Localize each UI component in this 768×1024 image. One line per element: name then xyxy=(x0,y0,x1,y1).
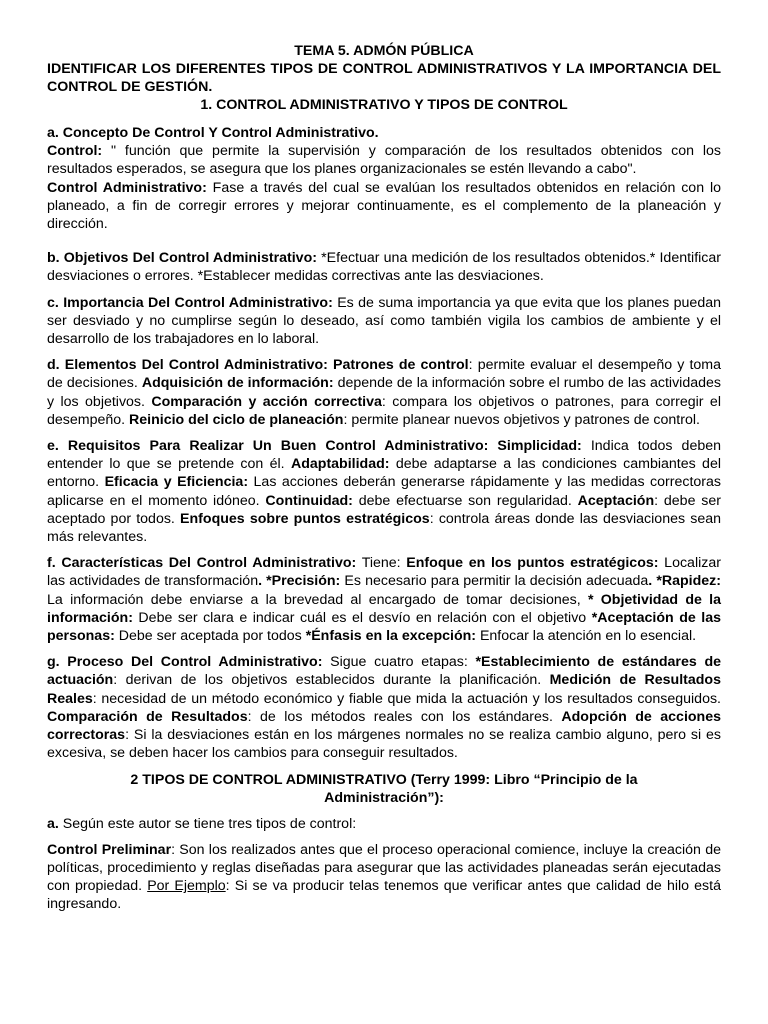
d-text-4: : permite planear nuevos objetivos y patrones de control. xyxy=(343,411,700,428)
f-text-6: Debe ser aceptada por todos xyxy=(114,628,306,645)
section2-heading: 2 TIPOS DE CONTROL ADMINISTRATIVO (Terry 1999: Libro “Principio de la Administración”): xyxy=(130,771,638,806)
f-text-7: Enfocar la atención en lo esencial. xyxy=(476,628,697,645)
paragraph-a-admin xyxy=(47,179,721,234)
e-label-2: Adaptabilidad: xyxy=(290,456,390,473)
f-text-4: La información debe enviarse a la brevedad al encargado de tomar decisiones, xyxy=(47,591,588,608)
admin-text: Fase a través del cual se evalúan los resultados obtenidos en relación con lo planeado, a fin de corregir errores y mejorar continuamente, es el complemento de la planeación y dirección. xyxy=(47,179,721,233)
e-text-5: : debe ser aceptado por todos. xyxy=(47,492,721,527)
paragraph-g xyxy=(47,653,721,762)
preliminar-text: : Son los realizados antes que el proceso operacional comience, incluye la creación de políticas, procedimiento y reglas diseñadas para asegurar que las actividades planeadas serán ejecutadas con propiedad. xyxy=(47,841,721,895)
paragraph-b xyxy=(47,249,721,285)
e-label-6: Enfoques sobre puntos estratégicos xyxy=(180,510,430,527)
e-text-3: Las acciones deberán generarse rápidamente y las medidas correctoras aplicarse en el momento idóneo. xyxy=(47,474,721,509)
f-label-6: *Aceptación de las personas: xyxy=(47,609,721,645)
f-text-5: Debe ser clara e indicar cuál es el desvío en relación con el objetivo xyxy=(132,609,592,626)
g-label-5: Adopción de acciones correctoras xyxy=(47,708,722,744)
f-label-3: . *Precisión: xyxy=(258,573,341,590)
control-label: Control: xyxy=(47,143,103,160)
e-label-5: Aceptación xyxy=(577,492,655,509)
c-label: c. Importancia Del Control Administrativo: xyxy=(47,294,333,311)
f-label: f. Características Del Control Administrativo: xyxy=(47,555,357,572)
e-text-4: debe efectuarse son regularidad. xyxy=(352,492,578,509)
g-label-2: *Establecimiento de estándares de actuación xyxy=(47,654,721,689)
e-label-3: Eficacia y Eficiencia: xyxy=(104,474,249,491)
topic-heading: TEMA 5. ADMÓN PÚBLICA xyxy=(294,43,474,59)
paragraph-c xyxy=(47,294,721,349)
f-text-2: Localizar las actividades de transformación xyxy=(47,555,721,590)
g-text-1: Sigue cuatro etapas: xyxy=(322,654,476,671)
d-label-3: Comparación y acción correctiva xyxy=(151,393,382,410)
admin-label: Control Administrativo: xyxy=(47,179,207,196)
c-text: Es de suma importancia ya que evita que los planes puedan ser desviado y no cumplirse según lo deseado, así como también vigila los cambios de ambiente y el desarrollo de los trabajadores en lo laboral. xyxy=(47,294,721,348)
g-text-2: : derivan de los objetivos establecidos durante la planificación. xyxy=(113,672,550,689)
paragraph-f xyxy=(47,554,721,645)
paragraph-e xyxy=(47,437,721,546)
g-text-5: : Si la desviaciones están en los márgenes normales no se realiza cambio alguno, pero si es excesiva, se deben hacer los cambios para conseguir resultados. xyxy=(47,727,721,762)
f-label-4: . *Rapidez: xyxy=(648,573,721,590)
d-label-2: Adquisición de información: xyxy=(141,375,334,392)
d-text-1: : permite evaluar el desempeño y toma de decisiones. xyxy=(47,357,721,392)
example-text: : Si se va producir telas tenemos que verificar antes que calidad de hilo está ingresando. xyxy=(47,878,721,913)
paragraph-preliminar xyxy=(47,841,721,914)
g-label-3: Medición de Resultados Reales xyxy=(47,672,721,707)
e-label: e. Requisitos Para Realizar Un Buen Control Administrativo: Simplicidad: xyxy=(47,438,582,455)
b-text: *Efectuar una medición de los resultados obtenidos.* Identificar desviaciones o errores. *Establecer medidas correctivas ante las desviaciones. xyxy=(47,250,721,285)
f-text-3: Es necesario para permitir la decisión adecuada xyxy=(340,573,649,590)
paragraph-a-control xyxy=(47,142,721,178)
d-text-2: depende de la información sobre el rumbo de las actividades y los objetivos. xyxy=(47,375,721,410)
main-title: IDENTIFICAR LOS DIFERENTES TIPOS DE CONTROL ADMINISTRATIVOS Y LA IMPORTANCIA DEL CONTROL DE GESTIÓN. xyxy=(47,61,721,95)
section1-heading: 1. CONTROL ADMINISTRATIVO Y TIPOS DE CONTROL xyxy=(200,97,568,113)
a-heading: a. Concepto De Control Y Control Administrativo. xyxy=(47,125,379,141)
paragraph-d xyxy=(47,356,721,429)
g-label-4: Comparación de Resultados xyxy=(47,708,248,725)
b-label: b. Objetivos Del Control Administrativo: xyxy=(47,250,317,267)
d-label-4: Reinicio del ciclo de planeación xyxy=(129,411,344,428)
d-label: d. Elementos Del Control Administrativo: Patrones de control xyxy=(47,357,469,374)
control-text: " función que permite la supervisión y comparación de los resultados obtenidos con los resultados esperados, se asegura que los planes organizacionales se estén llevando a cabo". xyxy=(47,143,721,178)
e-text-6: : controla áreas donde las desviaciones sean más relevantes. xyxy=(47,510,722,546)
d-text-3: : compara los objetivos o patrones, para corregir el desempeño. xyxy=(47,393,721,428)
section2-a-label: a. xyxy=(47,815,59,832)
paragraph-2a xyxy=(47,815,721,833)
g-text-3: : necesidad de un método económico y fiable que mida la actuación y los resultados conseguidos. xyxy=(92,690,721,707)
paragraph-a-heading xyxy=(47,124,721,142)
f-label-7: *Énfasis en la excepción: xyxy=(305,628,477,645)
f-text-1: Tiene: xyxy=(356,555,407,572)
f-label-5: * Objetividad de la información: xyxy=(47,591,721,626)
e-text-2: debe adaptarse a las condiciones cambiantes del entorno. xyxy=(47,456,721,491)
f-label-2: Enfoque en los puntos estratégicos: xyxy=(406,555,659,572)
e-text-1: Indica todos deben entender lo que se pretende con él. xyxy=(47,438,722,473)
e-label-4: Continuidad: xyxy=(265,492,353,509)
preliminar-label: Control Preliminar xyxy=(47,841,172,858)
g-label: g. Proceso Del Control Administrativo: xyxy=(47,654,323,671)
section2-a-text: Según este autor se tiene tres tipos de control: xyxy=(58,815,357,832)
example-label: Por Ejemplo xyxy=(147,878,226,895)
g-text-4: : de los métodos reales con los estándares. xyxy=(247,708,562,725)
